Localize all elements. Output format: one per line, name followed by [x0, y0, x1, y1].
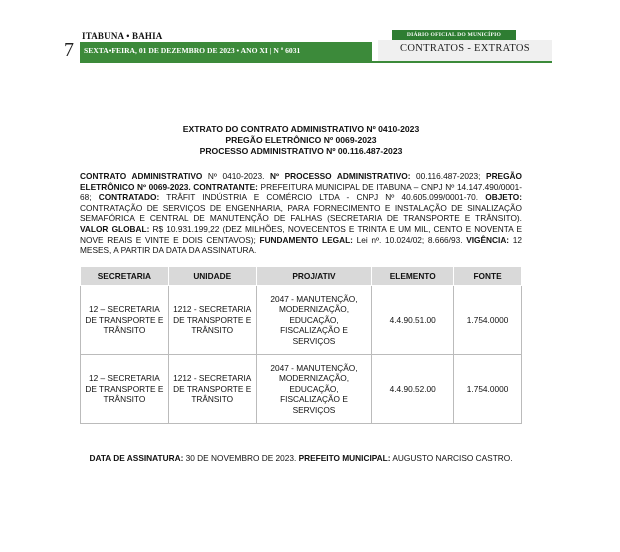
- prefeito-value: AUGUSTO NARCISO CASTRO.: [390, 453, 513, 463]
- cell-secretaria: 12 – SECRETARIA DE TRANSPORTE E TRÂNSITO: [81, 355, 169, 424]
- document-title: [80, 124, 522, 157]
- table-row: [81, 355, 522, 424]
- table-header-row: [81, 267, 522, 286]
- cell-fonte: 1.754.0000: [454, 286, 522, 355]
- cell-fonte: 1.754.0000: [454, 355, 522, 424]
- col-header-secretaria: SECRETARIA: [81, 267, 169, 286]
- page-number: 7: [64, 39, 74, 61]
- fundamento-value: Lei nº. 10.024/02; 8.666/93.: [352, 234, 467, 245]
- fundamento-label: FUNDAMENTO LEGAL:: [259, 234, 353, 245]
- vigencia-label: VIGÊNCIA:: [466, 234, 510, 245]
- signature-footer: [80, 453, 522, 463]
- title-line-processo: PROCESSO ADMINISTRATIVO Nº 00.116.487-2023: [199, 146, 403, 156]
- header-divider: [80, 61, 552, 63]
- section-title-box: [378, 40, 552, 61]
- processo-value: 00.116.487-2023;: [410, 171, 487, 181]
- objeto-value: CONTRATAÇÃO DE SERVIÇOS DE ENGENHARIA, PARA FORNECIMENTO E INSTALAÇÃO DE SINALIZAÇÃO SEMAFÓRICA E CENTRAL DE MANUTENÇÃO DE FALHAS (SECRETARIA DE TRANSPORTE E TRÂNSITO).: [80, 202, 522, 224]
- edition-date: SEXTA•FEIRA, 01 DE DEZEMBRO DE 2023 • ANO XI | N º 6031: [84, 46, 301, 55]
- vigencia-value: 12 MESES, A PARTIR DA DATA DA ASSINATURA.: [80, 234, 522, 256]
- budget-table: [80, 266, 522, 424]
- contratado-value: TRÂFIT INDÚSTRIA E COMÉRCIO LTDA - CNPJ Nº 40.605.099/0001-70.: [159, 192, 486, 203]
- valor-value: R$ 10.931.199,22 (DEZ MILHÕES, NOVECENTOS E TRINTA E UM MIL, CENTO E NOVENTA E NOVE REAIS E VINTE E DOIS CENTAVOS);: [80, 223, 522, 245]
- contrato-value: Nº 0410-2023.: [202, 171, 271, 181]
- title-line-pregao: PREGÃO ELETRÔNICO Nº 0069-2023: [225, 135, 377, 145]
- col-header-proj-ativ: PROJ/ATIV: [256, 267, 372, 286]
- table-row: [81, 286, 522, 355]
- contract-summary: [80, 171, 522, 256]
- data-assinatura-value: 30 DE NOVEMBRO DE 2023.: [183, 453, 299, 463]
- cell-unidade: 1212 - SECRETARIA DE TRANSPORTE E TRÂNSITO: [168, 286, 256, 355]
- cell-elemento: 4.4.90.52.00: [372, 355, 454, 424]
- col-header-fonte: FONTE: [454, 267, 522, 286]
- valor-label: VALOR GLOBAL:: [80, 223, 150, 234]
- col-header-unidade: UNIDADE: [168, 267, 256, 286]
- prefeito-label: PREFEITO MUNICIPAL:: [298, 453, 391, 463]
- cell-proj-ativ: 2047 - MANUTENÇÃO, MODERNIZAÇÃO, EDUCAÇÃO, FISCALIZAÇÃO E SERVIÇOS: [256, 286, 372, 355]
- data-assinatura-label: DATA DE ASSINATURA:: [89, 453, 184, 463]
- col-header-elemento: ELEMENTO: [372, 267, 454, 286]
- contratante-value: PREFEITURA MUNICIPAL DE ITABUNA – CNPJ Nº 14.147.490/0001-68;: [80, 181, 522, 203]
- cell-elemento: 4.4.90.51.00: [372, 286, 454, 355]
- title-line-contrato: EXTRATO DO CONTRATO ADMINISTRATIVO Nº 0410-2023: [182, 124, 420, 134]
- date-band: [80, 42, 372, 61]
- contrato-label: CONTRATO ADMINISTRATIVO: [80, 171, 203, 181]
- cell-proj-ativ: 2047 - MANUTENÇÃO, MODERNIZAÇÃO, EDUCAÇÃO, FISCALIZAÇÃO E SERVIÇOS: [256, 355, 372, 424]
- section-title: CONTRATOS - EXTRATOS: [400, 43, 530, 54]
- processo-label: Nº PROCESSO ADMINISTRATIVO:: [270, 171, 411, 181]
- page-header: [0, 0, 620, 70]
- contratado-label: CONTRATADO:: [98, 192, 160, 203]
- cell-unidade: 1212 - SECRETARIA DE TRANSPORTE E TRÂNSITO: [168, 355, 256, 424]
- diario-oficial-label: DIÁRIO OFICIAL DO MUNICÍPIO: [406, 31, 502, 38]
- objeto-label: OBJETO:: [485, 192, 522, 203]
- city-label: ITABUNA • BAHIA: [82, 31, 163, 41]
- cell-secretaria: 12 – SECRETARIA DE TRANSPORTE E TRÂNSITO: [81, 286, 169, 355]
- diario-oficial-tab: [392, 30, 516, 40]
- pregao-label: PREGÃO ELETRÔNICO Nº 0069-2023. CONTRATANTE:: [80, 171, 522, 192]
